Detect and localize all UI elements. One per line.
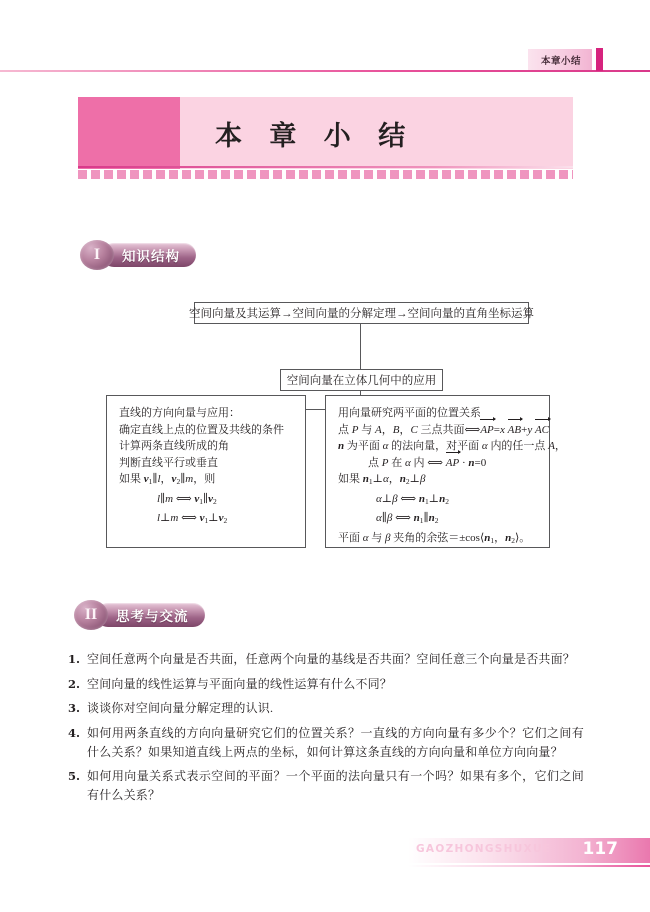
flow-box-left: [106, 395, 306, 548]
section-label: 思考与交流: [116, 609, 189, 625]
running-head-rule: [0, 70, 650, 72]
section-numeral: II: [84, 606, 98, 623]
banner-top-rule: [78, 166, 573, 168]
page-title: 本 章 小 结: [215, 121, 415, 152]
list-item: [68, 767, 584, 805]
section-label: 知识结构: [122, 249, 180, 265]
left-box-line-4: 判断直线平行或垂直: [119, 456, 218, 469]
running-head-label: 本章小结: [540, 55, 581, 67]
question-list: [68, 650, 584, 811]
question-text: 谈谈你对空间向量分解定理的认识.: [87, 701, 274, 715]
right-box-line-5: 如果 $n_1\perp\alpha$，$n_2\perp\beta$: [338, 473, 426, 486]
question-text: 如何用向量关系式表示空间的平面？一个平面的法向量只有一个吗？如果有多个，它们之间有什么关系？: [87, 769, 584, 802]
footer-wordmark: GAOZHONGSHUXUE: [416, 843, 552, 855]
list-item: [68, 675, 584, 694]
chapter-banner: [78, 97, 573, 169]
flow-box-right: [325, 395, 566, 548]
right-box-line-2: 点 P 与 A，B，C 三点共面⟺AP=x AB+y AC: [338, 422, 539, 439]
left-box-formula-2: l⊥m ⟺ $v_1\perp v_2$: [157, 512, 228, 525]
running-head-tab: [528, 49, 592, 70]
right-box-line-6: 平面 α 与 β 夹角的余弦$=\pm\cos⟨n_1$，$n_2⟩$。: [338, 531, 531, 545]
right-box-formula-2: α∥β ⟺ $n_1\parallel n_2$: [376, 512, 439, 525]
right-box-line-1: 用向量研究两平面的位置关系: [338, 407, 481, 419]
flow-box-mid: [280, 369, 443, 391]
left-box-line-2: 确定直线上点的位置及共线的条件: [119, 423, 284, 436]
question-number: 1.: [68, 652, 81, 666]
section-numeral-badge: [80, 240, 114, 270]
banner-dotted-strip: [78, 170, 573, 179]
section-numeral: I: [93, 246, 101, 263]
flow-box-top: [189, 302, 534, 324]
section-pill: [102, 243, 196, 267]
flow-box-mid-text: 空间向量在立体几何中的应用: [286, 375, 437, 387]
question-number: 2.: [68, 676, 81, 691]
connector-top-to-mid: [360, 324, 361, 369]
left-box-condition: 如果 $v_1\parallel l$，$v_2\parallel m$，则: [119, 473, 216, 486]
flow-box-top-text: 空间向量及其运算→空间向量的分解定理→空间向量的直角坐标运算: [189, 308, 534, 320]
list-item: [68, 699, 584, 718]
right-box-formula-1: α⊥β ⟺ $n_1\perp n_2$: [376, 492, 450, 506]
section-numeral-badge: [74, 600, 108, 630]
section-pill: [96, 603, 205, 627]
question-text: 空间向量的线性运算与平面向量的线性运算有什么不同？: [87, 676, 393, 691]
banner-color-block: [78, 97, 180, 169]
question-text: 如何用两条直线的方向向量研究它们的位置关系？一直线的方向向量有多少个？它们之间有什么关系？如果知道直线上两点的坐标，如何计算这条直线的方向向量和单位方向向量？: [87, 725, 584, 759]
page-footer: [0, 838, 650, 868]
footer-rule: [408, 865, 650, 867]
right-box-line-4: 点 P 在 α 内 ⟺ AP · n=0: [338, 455, 539, 472]
left-box-line-1: 直线的方向向量与应用：: [119, 407, 240, 419]
list-item: [68, 650, 584, 669]
question-number: 5.: [68, 769, 81, 783]
list-item: [68, 724, 584, 762]
right-box-line-3: n 为平面 α 的法向量，对平面 α 内的任一点 A，: [338, 440, 566, 452]
question-text: 空间任意两个向量是否共面，任意两个向量的基线是否共面？空间任意三个向量是否共面？: [87, 652, 576, 666]
left-box-line-3: 计算两条直线所成的角: [119, 440, 229, 452]
left-box-formula-1: l∥m ⟺ $v_1\parallel v_2$: [157, 492, 217, 506]
question-number: 3.: [68, 701, 81, 715]
question-number: 4.: [68, 725, 81, 740]
running-head-marker: [596, 48, 603, 71]
page-number: 117: [582, 839, 618, 859]
running-head: [0, 48, 650, 74]
